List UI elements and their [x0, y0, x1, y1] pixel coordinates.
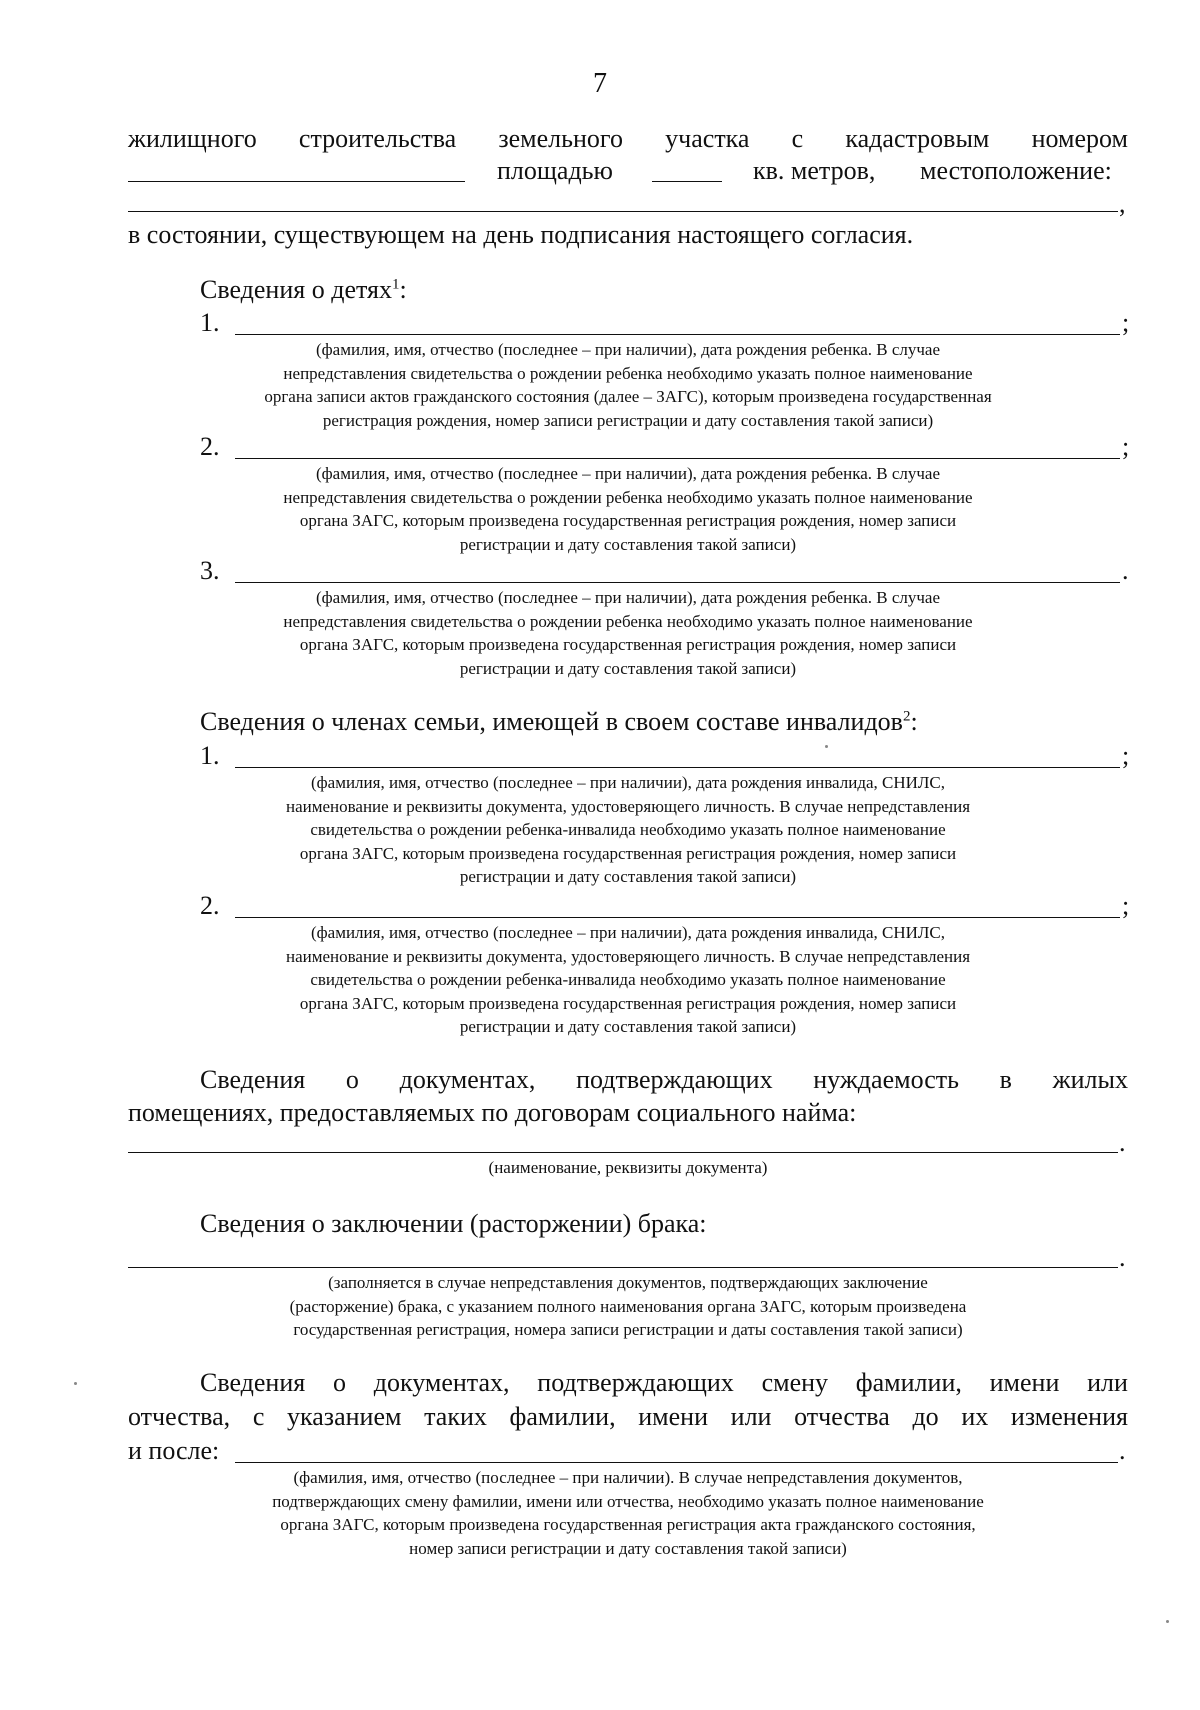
area-unit: кв. метров, [753, 156, 876, 185]
word: с [252, 1402, 265, 1431]
land-intro-line [128, 124, 1128, 154]
rename-heading-line-1 [200, 1368, 1128, 1398]
rename-heading-line-3: и после: [128, 1436, 220, 1465]
item-number: 1. [200, 308, 220, 337]
child-1-field[interactable] [235, 334, 1120, 335]
line-end-mark: . [1122, 556, 1129, 585]
rename-heading-line-2 [128, 1402, 1128, 1432]
field-caption: (фамилия, имя, отчество (последнее – при наличии), дата рождения ребенка. В случае непредставления свидетельства о рождении ребенка необходимо указать полное наименование органа ЗАГС, которым произведена государственная регистрация рождения, номер записи регистрации и дату составления такой записи) [283, 588, 973, 678]
field-caption: (фамилия, имя, отчество (последнее – при наличии), дата рождения инвалида, СНИЛС, наименование и реквизиты документа, удостоверяющего личность. В случае непредставления свидетельства о рождении ребенка-инвалида необходимо указать полное наименование органа ЗАГС, которым произведена государственная регистрация рождения, номер записи регистрации и дату составления такой записи) [285, 773, 971, 887]
line-end-mark: ; [1122, 741, 1130, 770]
word: фамилии, [855, 1368, 962, 1397]
scan-speck [825, 745, 828, 748]
page-number: 7 [593, 68, 607, 99]
field-caption: (фамилия, имя, отчество (последнее – при наличии), дата рождения инвалида, СНИЛС, наименование и реквизиты документа, удостоверяющего личность. В случае непредставления свидетельства о рождении ребенка-инвалида необходимо указать полное наименование органа ЗАГС, которым произведена государственная регистрация рождения, номер записи регистрации и дату составления такой записи) [285, 923, 971, 1037]
word: подтверждающих [576, 1065, 773, 1094]
marriage-heading: Сведения о заключении (расторжении) брака: [200, 1209, 707, 1238]
line-end-mark: . [1119, 1128, 1126, 1157]
disabled-2-field[interactable] [235, 917, 1120, 918]
word: о [345, 1065, 359, 1094]
children-heading: Сведения о детях$^1$: [200, 275, 407, 304]
item-number: 2. [200, 432, 220, 461]
word: документах, [399, 1065, 536, 1094]
word: кадастровым [845, 124, 990, 153]
item-number: 3. [200, 556, 220, 585]
field-caption: (фамилия, имя, отчество (последнее – при наличии), дата рождения ребенка. В случае непредставления свидетельства о рождении ребенка необходимо указать полное наименование органа ЗАГС, которым произведена государственная регистрация рождения, номер записи регистрации и дату составления такой записи) [283, 464, 973, 554]
word: отчества, [128, 1402, 231, 1431]
field-caption: (заполняется в случае непредставления документов, подтверждающих заключение (расторжение) брака, с указанием полного наименования органа ЗАГС, которым произведена государственная регистрация, номера записи регистрации и даты составления такой записи) [289, 1273, 967, 1340]
field-caption: (наименование, реквизиты документа) [488, 1158, 768, 1177]
word: номером [1031, 124, 1128, 153]
word: участка [665, 124, 750, 153]
word: указанием [287, 1402, 402, 1431]
word: в [999, 1065, 1012, 1094]
word: Сведения [200, 1065, 306, 1094]
line-end-mark: ; [1122, 432, 1130, 461]
line-end-mark: ; [1122, 891, 1130, 920]
word: документах, [373, 1368, 510, 1397]
location-label: местоположение: [920, 156, 1112, 185]
word: их [961, 1402, 989, 1431]
line-end-mark: . [1119, 1243, 1126, 1272]
cadastral-number-field[interactable] [128, 181, 465, 182]
word: о [332, 1368, 346, 1397]
word: таких [424, 1402, 487, 1431]
disabled-1-field[interactable] [235, 767, 1120, 768]
word: подтверждающих [537, 1368, 734, 1397]
word: с [791, 124, 804, 153]
word: нуждаемость [813, 1065, 959, 1094]
location-field[interactable] [128, 211, 1118, 212]
footnote-ref: 1 [391, 276, 400, 293]
word: или [1087, 1368, 1128, 1397]
child-3-field[interactable] [235, 582, 1120, 583]
need-heading-line-1 [200, 1065, 1128, 1095]
word: строительства [298, 124, 457, 153]
word: отчества [794, 1402, 890, 1431]
marriage-field[interactable] [128, 1267, 1118, 1268]
disabled-heading: Сведения о членах семьи, имеющей в своем составе инвалидов$^2$: [200, 707, 918, 736]
need-heading-line-2: помещениях, предоставляемых по договорам социального найма: [128, 1098, 857, 1127]
need-document-field[interactable] [128, 1152, 1118, 1153]
line-end-mark: ; [1122, 308, 1130, 337]
item-number: 2. [200, 891, 220, 920]
word: жилых [1052, 1065, 1128, 1094]
child-2-field[interactable] [235, 458, 1120, 459]
word: земельного [498, 124, 623, 153]
word: смену [761, 1368, 829, 1397]
word: изменения [1010, 1402, 1128, 1431]
rename-field[interactable] [235, 1462, 1118, 1463]
word: Сведения [200, 1368, 306, 1397]
line-end-mark: , [1119, 189, 1126, 218]
field-caption: (фамилия, имя, отчество (последнее – при наличии). В случае непредставления документов, подтверждающих смену фамилии, имени или отчества, необходимо указать полное наименование органа ЗАГС, которым произведена государственная регистрация акта гражданского состояния, номер записи регистрации и дату составления такой записи) [272, 1468, 984, 1558]
state-clause: в состоянии, существующем на день подписания настоящего согласия. [128, 220, 914, 249]
area-label: площадью [497, 156, 613, 185]
word: до [912, 1402, 939, 1431]
footnote-ref: 2 [902, 708, 911, 725]
word: или [730, 1402, 772, 1431]
word: имени [638, 1402, 708, 1431]
word: имени [989, 1368, 1060, 1397]
item-number: 1. [200, 741, 220, 770]
line-end-mark: . [1119, 1436, 1126, 1465]
scan-speck [1166, 1620, 1169, 1623]
field-caption: (фамилия, имя, отчество (последнее – при наличии), дата рождения ребенка. В случае непредставления свидетельства о рождении ребенка необходимо указать полное наименование органа записи актов гражданского состояния (далее – ЗАГС), которым произведена государственная регистрация рождения, номер записи регистрации и дату составления такой записи) [264, 340, 992, 430]
word: жилищного [128, 124, 257, 153]
area-field[interactable] [652, 181, 722, 182]
word: фамилии, [509, 1402, 616, 1431]
scan-speck [74, 1382, 77, 1385]
